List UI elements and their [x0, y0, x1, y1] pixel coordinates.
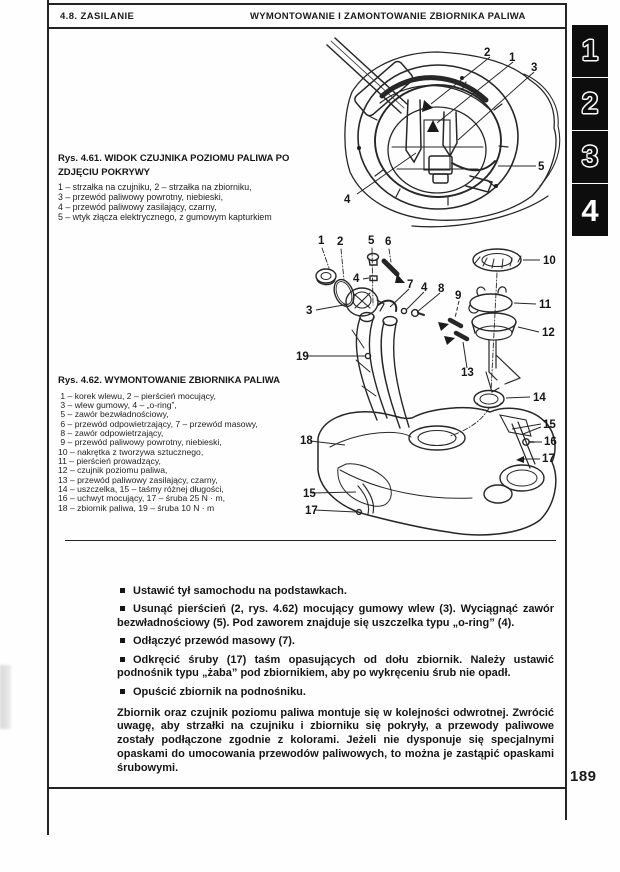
- legend-line: 5 – wtyk złącza elektrycznego, z gumowym kapturkiem: [58, 212, 272, 222]
- fig2-callout-8: 8: [438, 283, 445, 295]
- scan-streak-artifact: [0, 665, 11, 729]
- legend-line: 9 – przewód paliwowy powrotny, niebieski,: [58, 437, 222, 448]
- fig-4-61-caption-title: Rys. 4.61. WIDOK CZUJNIKA POZIOMU PALIWA PO ZDJĘCIU POKRYWY: [58, 153, 290, 178]
- fig2-callout-19: 19: [296, 351, 309, 363]
- legend-line: 11 – pierścień prowadzący,: [58, 455, 161, 466]
- fig-4-61-legend: [58, 182, 330, 222]
- fig-4-62-caption-title: Rys. 4.62. WYMONTOWANIE ZBIORNIKA PALIWA: [58, 375, 281, 386]
- fig2-callout-2: 2: [337, 236, 344, 248]
- legend-line: 12 – czujnik poziomu paliwa,: [58, 465, 168, 476]
- chapter-tab-4-active: [572, 184, 608, 236]
- fig2-callout-9: 9: [455, 290, 462, 302]
- fig2-callout-7: 7: [407, 279, 414, 291]
- legend-line: 1 – korek wlewu, 2 – pierścień mocujący,: [58, 390, 216, 401]
- chapter-tab-strip: [572, 25, 608, 237]
- chapter-tab-2-label: 2: [581, 87, 599, 120]
- fig2-callout-16: 16: [544, 436, 557, 448]
- legend-line: 6 – przewód odpowietrzający, 7 – przewód masowy,: [58, 418, 258, 429]
- closing-paragraph: Zbiornik oraz czujnik poziomu paliwa montuje się w kolejności odwrotnej. Zwrócić uwagę, aby strzałki na czujniku i zbiorniku się pokryły, a przewody paliwowe zostały podłączone zgodnie z kolorami. Jeżeli nie dysponuje się specjalnymi opaskami do umocowania przewodów paliwowych, to można je zastąpić opaskami śrubowymi.: [117, 706, 554, 774]
- chapter-tab-3-label: 3: [581, 140, 599, 173]
- chapter-tab-2: [572, 78, 608, 130]
- fig2-callout-17l: 17: [305, 505, 318, 517]
- fig2-callout-17r: 17: [542, 453, 555, 465]
- legend-line: 3 – wlew gumowy, 4 – „o-ring”,: [58, 399, 177, 410]
- frame-bottom-border: [47, 787, 566, 789]
- fig2-callout-11: 11: [539, 299, 552, 311]
- procedure-step: [117, 585, 554, 599]
- chapter-title: WYMONTOWANIE I ZAMONTOWANIE ZBIORNIKA PALIWA: [250, 11, 526, 22]
- fig-4-62-fuel-tank-drawing: [293, 228, 567, 540]
- procedure-step-text: Ustawić tył samochodu na podstawkach.: [117, 585, 347, 597]
- procedure-step-text: Usunąć pierścień (2, rys. 4.62) mocujący gumowy wlew (3). Wyciągnąć zawór bezwładnościowy (5). Pod zaworem znajduje się uszczelka typu „o-ring” (4).: [117, 603, 554, 630]
- fig-4-62-legend: [58, 392, 320, 513]
- fig2-callout-4b: 4: [421, 282, 428, 294]
- fig-4-61-caption: [58, 152, 330, 222]
- fig2-callout-13: 13: [461, 367, 474, 379]
- procedure-step: [117, 686, 554, 700]
- fig2-callout-6: 6: [385, 236, 392, 248]
- fig2-callout-14: 14: [533, 392, 546, 404]
- fig-4-61-fuel-sender-drawing: [318, 33, 563, 235]
- legend-line: 3 – przewód paliwowy powrotny, niebieski,: [58, 192, 224, 202]
- procedure-step-text: Odłączyć przewód masowy (7).: [117, 635, 295, 647]
- frame-left-border: [47, 0, 49, 835]
- fig1-callout-5: 5: [538, 161, 545, 173]
- fig2-callout-1: 1: [318, 235, 325, 247]
- legend-line: 14 – uszczelka, 15 – taśmy różnej długości,: [58, 483, 224, 494]
- procedure-step-text: Odkręcić śruby (17) taśm opasujących od dołu zbiornik. Należy ustawić podnośnik typu „żaba” pod zbiornikiem, aby po wykręceniu śrub nie opadł.: [117, 653, 554, 680]
- procedure-step-text: Opuścić zbiornik na podnośniku.: [117, 686, 306, 698]
- fig1-callout-4: 4: [344, 194, 351, 206]
- legend-line: 1 – strzałka na czujniku, 2 – strzałka na zbiorniku,: [58, 182, 252, 192]
- header-divider: [49, 27, 566, 29]
- fig1-callout-1: 1: [509, 52, 516, 64]
- fig2-callout-3: 3: [306, 305, 313, 317]
- legend-line: 4 – przewód paliwowy zasilający, czarny,: [58, 202, 217, 212]
- fig-4-62-caption: [58, 374, 320, 513]
- figure-divider-rule: [65, 540, 556, 541]
- fig1-line-art: [327, 38, 560, 227]
- legend-line: 13 – przewód paliwowy zasilający, czarny,: [58, 474, 218, 485]
- legend-line: 5 – zawór bezwładnościowy,: [58, 409, 169, 420]
- chapter-tab-4-label: 4: [581, 192, 599, 228]
- fig2-callout-15l: 15: [303, 488, 316, 500]
- fig2-callout-4a: 4: [353, 273, 360, 285]
- fig2-callout-10: 10: [543, 255, 556, 267]
- chapter-tab-1: [572, 25, 608, 77]
- fig2-callout-15r: 15: [543, 419, 556, 431]
- section-title: 4.8. ZASILANIE: [60, 11, 135, 22]
- fig2-callout-18: 18: [300, 435, 313, 447]
- procedure-text: [117, 585, 554, 776]
- chapter-tab-3: [572, 131, 608, 183]
- chapter-tab-1-label: 1: [581, 34, 599, 67]
- fig2-callout-12: 12: [542, 327, 555, 339]
- fig1-callout-3: 3: [531, 62, 538, 74]
- page-number: 189: [570, 768, 597, 785]
- legend-line: 16 – uchwyt mocujący, 17 – śruba 25 N · m,: [58, 493, 226, 504]
- procedure-step: [117, 654, 554, 682]
- procedure-step: [117, 603, 554, 631]
- legend-line: 10 – nakrętka z tworzywa sztucznego,: [58, 446, 204, 457]
- procedure-step: [117, 635, 554, 649]
- frame-top-border: [49, 3, 566, 5]
- legend-line: 18 – zbiornik paliwa, 19 – śruba 10 N · m: [58, 502, 215, 513]
- legend-line: 8 – zawór odpowietrzający,: [58, 427, 164, 438]
- fig2-callout-5: 5: [368, 235, 375, 247]
- fig1-callout-2: 2: [484, 47, 491, 59]
